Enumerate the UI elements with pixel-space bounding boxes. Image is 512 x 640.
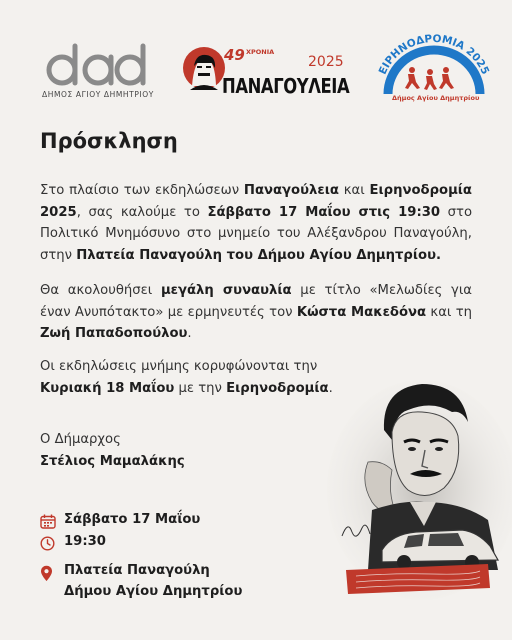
body-text: και (338, 183, 370, 198)
body-text: . (187, 326, 192, 341)
emphasis-text: Κώστα Μακεδόνα (296, 304, 427, 320)
body-text: . (328, 380, 333, 396)
event-time-text: 19:30 (64, 534, 106, 549)
emphasis-text: Ζωή Παπαδοπούλου (40, 326, 188, 341)
portrait-artwork (312, 370, 512, 600)
runners-icon (405, 67, 454, 90)
portrait-face (392, 412, 459, 496)
body-text: με τίτλο «Μελωδίες για έναν Ανυπότακτο» με ερμηνευτές τον (40, 283, 473, 320)
event-date-text: Σάββατο 17 Μαΐου (64, 512, 201, 527)
emphasis-text: Ειρηνοδρομία 2025 (40, 183, 472, 220)
panagouleia-logo (182, 40, 350, 108)
location-pin-icon (40, 565, 53, 582)
emphasis-text: Σάββατο 17 Μαΐου στις 19:30 (207, 204, 441, 220)
panagouleia-years-number: 49 (224, 46, 245, 64)
eirinodromia-mark (372, 34, 494, 98)
mayor-role: Ο Δήμαρχος (40, 432, 121, 447)
emphasis-text: Παναγούλεια (243, 183, 339, 198)
dad-logo (38, 42, 158, 102)
panagouleia-years-label: ΧΡΟΝΙΑ (246, 48, 275, 56)
emphasis-text: Ειρηνοδρομία (226, 380, 329, 396)
eirinodromia-logo (372, 34, 494, 114)
panagouleia-year: 2025 (308, 54, 344, 70)
panagouleia-title: ΠΑΝΑΓΟΥΛΕΙΑ (222, 74, 350, 98)
body-text: και τη (426, 304, 473, 320)
dad-logo-subtitle: ΔΗΜΟΣ ΑΓΙΟΥ ΔΗΜΗΤΡΙΟΥ (42, 90, 154, 99)
body-text: Στο πλαίσιο των εκδηλώσεων (40, 183, 244, 198)
eirinodromia-title: ΕΙΡΗΝΟΔΡΟΜΙΑ 2025 (376, 34, 492, 77)
calendar-icon (40, 514, 56, 529)
body-text: , σας καλούμε το (76, 204, 208, 220)
dad-logo-mark (44, 42, 152, 88)
clock-icon (40, 536, 55, 551)
emphasis-text: Κυριακή 18 Μαΐου (40, 380, 175, 396)
header-logos (0, 34, 512, 114)
eirinodromia-subtitle: Δήμος Αγίου Δημητρίου (392, 94, 480, 102)
event-place-line1: Πλατεία Παναγούλη (64, 563, 210, 578)
paragraph-intro (40, 180, 472, 266)
body-text: Οι εκδηλώσεις μνήμης κορυφώνονται την (40, 359, 318, 374)
paragraph-concert (40, 280, 472, 345)
event-place-line2: Δήμου Αγίου Δημητρίου (64, 584, 243, 599)
body-text: με την (174, 380, 227, 396)
body-text: Θα ακολουθήσει (40, 283, 161, 298)
panagoulis-portrait-icon (182, 46, 226, 94)
invitation-title: Πρόσκληση (40, 129, 178, 153)
mayor-name: Στέλιος Μαμαλάκης (40, 454, 185, 469)
emphasis-text: Πλατεία Παναγούλη του Δήμου Αγίου Δημητρίου. (76, 247, 441, 263)
emphasis-text: μεγάλη συναυλία (160, 283, 292, 298)
body-text: στο Πολιτικό Μνημόσυνο στο μνημείο του Αλέξανδρου Παναγούλη, στην (40, 204, 473, 263)
